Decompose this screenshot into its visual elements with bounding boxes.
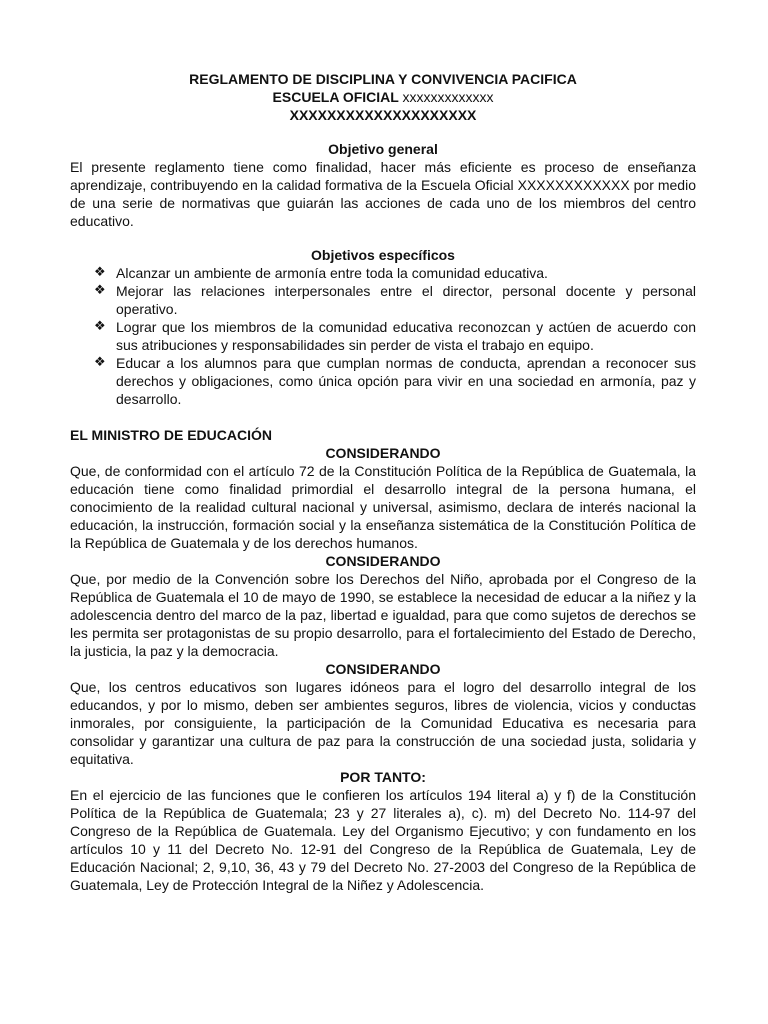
objetivo-general-text: El presente reglamento tiene como finalidad, hacer más eficiente es proceso de enseñanza aprendizaje, contribuyendo en la calidad formativa de la Escuela Oficial XXXXXXXXXXXX por medio de una serie de normativas que guiarán las acciones de cada uno de los miembros del centro educativo.	[70, 159, 696, 229]
por-tanto-heading: POR TANTO:	[340, 769, 426, 785]
diamond-bullet-icon: ❖	[94, 283, 106, 298]
document-title-line-3: XXXXXXXXXXXXXXXXXXXX	[289, 107, 477, 123]
considerando-3-text: Que, los centros educativos son lugares idóneos para el logro del desarrollo integral de los educandos, y por lo mismo, deben ser ambientes seguros, libres de violencia, vicios y conductas inmorales, por consiguiente, la participación de la Comunidad Educativa es necesaria para consolidar y garantizar una cultura de paz para la construcción de una sociedad justa, solidaria y equitativa.	[70, 679, 696, 767]
list-item-text: Alcanzar un ambiente de armonía entre toda la comunidad educativa.	[116, 265, 548, 281]
list-item-text: Educar a los alumnos para que cumplan normas de conducta, aprendan a reconocer sus derechos y obligaciones, como única opción para vivir en una sociedad en armonía, paz y desarrollo.	[116, 355, 696, 407]
list-item-text: Lograr que los miembros de la comunidad educativa reconozcan y actúen de acuerdo con sus atribuciones y responsabilidades sin perder de vista el trabajo en equipo.	[116, 319, 696, 353]
considerando-1-text: Que, de conformidad con el artículo 72 de la Constitución Política de la República de Guatemala, la educación tiene como finalidad primordial el desarrollo integral de la persona humana, el conocimiento de la realidad cultural nacional y universal, asimismo, declara de interés nacional la educación, la instrucción, formación social y la enseñanza sistemática de la Constitución Política de la República de Guatemala y de los derechos humanos.	[70, 463, 696, 551]
considerando-3-heading: CONSIDERANDO	[325, 661, 441, 677]
diamond-bullet-icon: ❖	[94, 265, 106, 280]
list-item	[70, 282, 696, 318]
document-title-line-1: REGLAMENTO DE DISCIPLINA Y CONVIVENCIA PACIFICA	[189, 71, 577, 87]
diamond-bullet-icon: ❖	[94, 355, 106, 370]
considerando-2-heading: CONSIDERANDO	[325, 553, 441, 569]
document-title-school: ESCUELA OFICIAL	[272, 89, 399, 105]
objetivos-especificos-list	[70, 264, 696, 408]
considerando-2-text: Que, por medio de la Convención sobre los Derechos del Niño, aprobada por el Congreso de la República de Guatemala el 10 de mayo de 1990, se establece la necesidad de educar a la niñez y la adolescencia dentro del marco de la paz, libertad e igualdad, para que como sujetos de derechos se les permita ser protagonistas de su propio desarrollo, para el fortalecimiento del Estado de Derecho, la justicia, la paz y la democracia.	[70, 571, 696, 659]
list-item-text: Mejorar las relaciones interpersonales entre el director, personal docente y personal operativo.	[116, 283, 696, 317]
list-item	[70, 354, 696, 408]
considerando-1-heading: CONSIDERANDO	[325, 445, 441, 461]
por-tanto-text: En el ejercicio de las funciones que le confieren los artículos 194 literal a) y f) de la Constitución Política de la República de Guatemala; 23 y 27 literales a), c). m) del Decreto No. 114-97 del Congreso de la República de Guatemala. Ley del Organismo Ejecutivo; y con fundamento en los artículos 10 y 11 del Decreto No. 12-91 del Congreso de la República de Guatemala, Ley de Educación Nacional; 2, 9,10, 36, 43 y 79 del Decreto No. 27-2003 del Congreso de la República de Guatemala, Ley de Protección Integral de la Niñez y Adolescencia.	[70, 787, 696, 893]
list-item	[70, 318, 696, 354]
ministro-heading: EL MINISTRO DE EDUCACIÓN	[70, 427, 272, 443]
objetivo-general-heading: Objetivo general	[328, 141, 438, 157]
document-title-line-2	[70, 88, 696, 106]
diamond-bullet-icon: ❖	[94, 319, 106, 334]
list-item	[70, 264, 696, 282]
document-title-school-name: xxxxxxxxxxxxx	[402, 89, 494, 105]
objetivos-especificos-heading: Objetivos específicos	[311, 247, 455, 263]
